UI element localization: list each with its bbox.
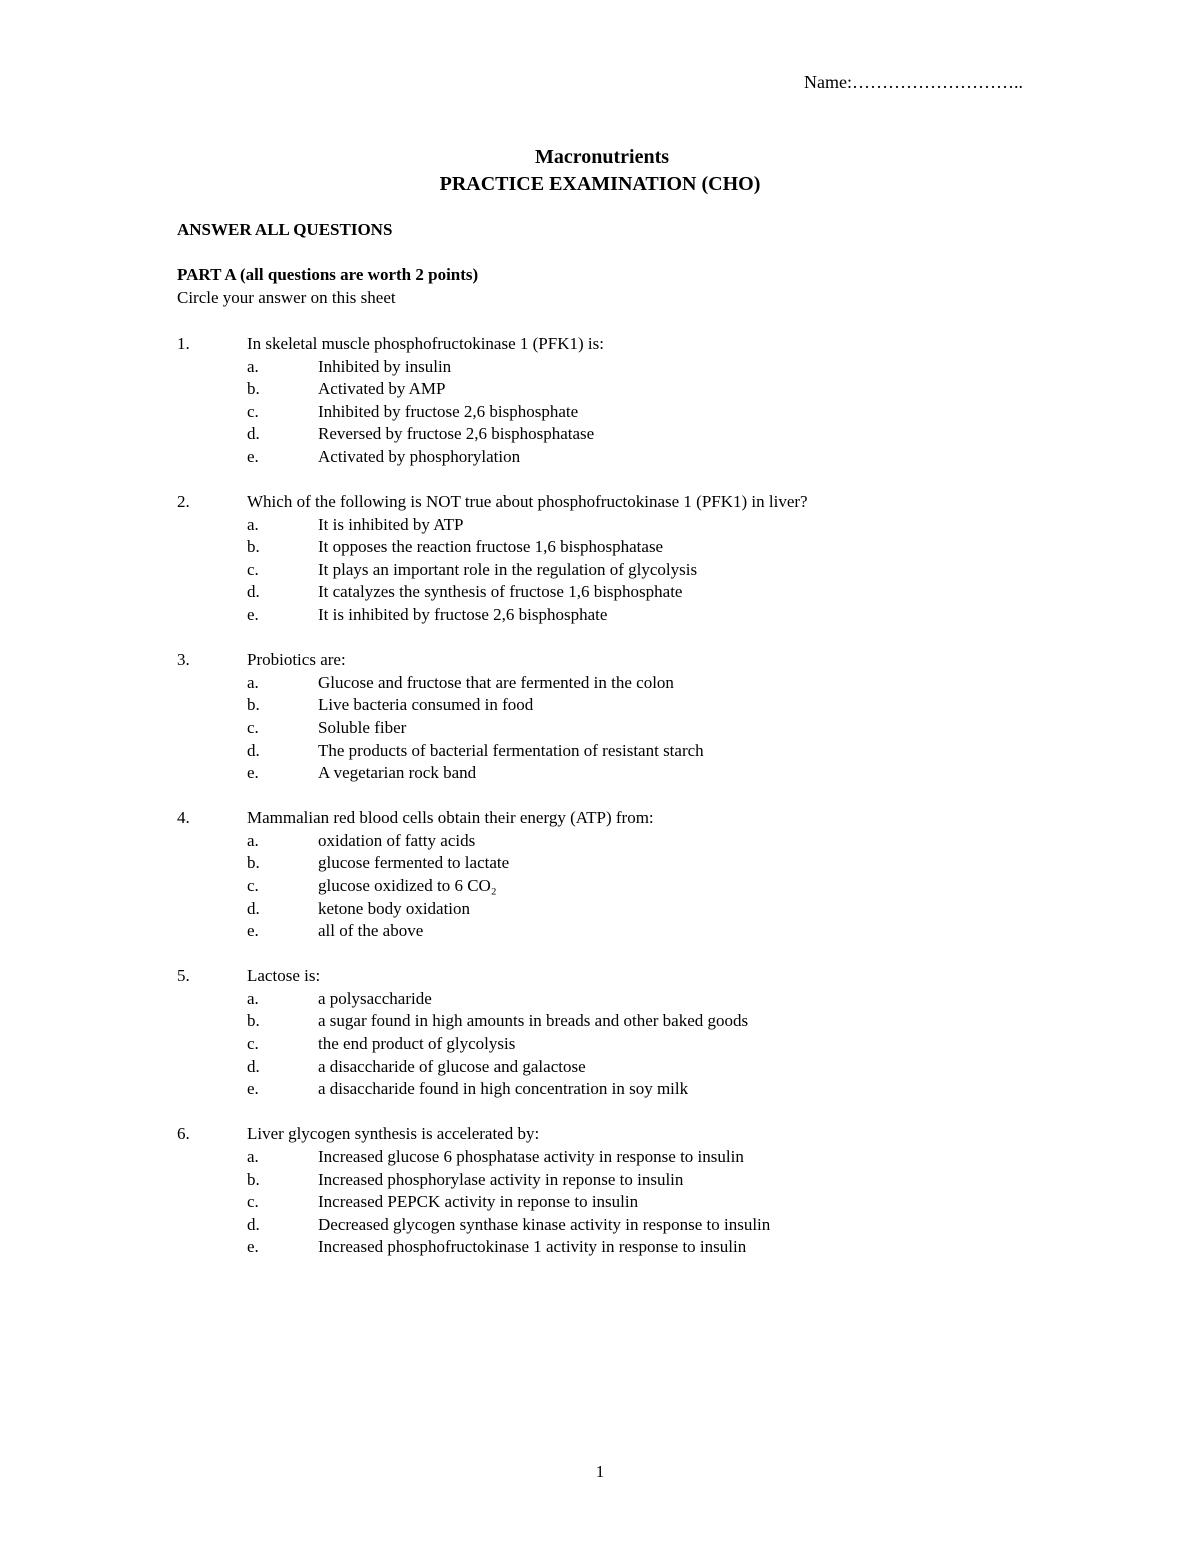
question-number: 3.: [177, 650, 190, 670]
question-item: [177, 649, 1077, 785]
answer-option[interactable]: [177, 1146, 1077, 1169]
answer-option[interactable]: [177, 604, 1077, 627]
option-text: Glucose and fructose that are fermented in the colon: [318, 672, 674, 692]
option-text: It is inhibited by fructose 2,6 bisphosphate: [318, 605, 608, 625]
option-text: Inhibited by fructose 2,6 bisphosphate: [318, 401, 579, 421]
option-letter[interactable]: b.: [247, 695, 260, 715]
option-letter[interactable]: e.: [247, 1237, 259, 1257]
question-stem-row: [177, 649, 1077, 672]
question-item: [177, 1123, 1077, 1259]
option-text: Decreased glycogen synthase kinase activity in response to insulin: [318, 1214, 771, 1234]
option-text: glucose oxidized to 6 CO₂: [318, 875, 497, 895]
option-letter[interactable]: b.: [247, 1169, 260, 1189]
option-text: the end product of glycolysis: [318, 1034, 516, 1054]
option-letter[interactable]: e.: [247, 605, 259, 625]
question-stem: Liver glycogen synthesis is accelerated by:: [247, 1124, 540, 1144]
option-letter[interactable]: a.: [247, 356, 259, 376]
question-stem-row: [177, 965, 1077, 988]
option-letter[interactable]: d.: [247, 424, 260, 444]
option-letter[interactable]: e.: [247, 1079, 259, 1099]
answer-option[interactable]: [177, 356, 1077, 379]
option-letter[interactable]: a.: [247, 988, 259, 1008]
option-text: Reversed by fructose 2,6 bisphosphatase: [318, 424, 595, 444]
question-stem: Probiotics are:: [247, 650, 346, 670]
question-stem-row: [177, 333, 1077, 356]
option-letter[interactable]: e.: [247, 446, 259, 466]
option-text: a disaccharide of glucose and galactose: [318, 1056, 586, 1076]
option-text: It is inhibited by ATP: [318, 514, 464, 534]
option-text: Live bacteria consumed in food: [318, 695, 534, 715]
question-stem-row: [177, 491, 1077, 514]
option-letter[interactable]: d.: [247, 740, 260, 760]
question-stem: Mammalian red blood cells obtain their energy (ATP) from:: [247, 808, 654, 828]
option-letter[interactable]: c.: [247, 1192, 259, 1212]
question-item: [177, 965, 1077, 1101]
name-field-label: Name:………………………..: [804, 72, 1023, 92]
option-text: Increased PEPCK activity in reponse to insulin: [318, 1192, 639, 1212]
option-letter[interactable]: d.: [247, 1214, 260, 1234]
option-text: Activated by phosphorylation: [318, 446, 521, 466]
question-number: 1.: [177, 334, 190, 353]
question-stem: Lactose is:: [247, 966, 321, 986]
option-letter[interactable]: b.: [247, 379, 260, 399]
option-text: It catalyzes the synthesis of fructose 1,6 bisphosphate: [318, 582, 683, 602]
question-number: 5.: [177, 966, 190, 986]
answer-option[interactable]: [177, 694, 1077, 717]
course-title: Macronutrients: [534, 146, 670, 168]
option-letter[interactable]: a.: [247, 672, 259, 692]
option-text: oxidation of fatty acids: [318, 830, 476, 850]
answer-option[interactable]: [177, 1169, 1077, 1192]
option-text: a sugar found in high amounts in breads and other baked goods: [318, 1011, 749, 1031]
option-letter[interactable]: c.: [247, 875, 259, 895]
option-text: glucose fermented to lactate: [318, 853, 510, 873]
option-text: Increased glucose 6 phosphatase activity in response to insulin: [318, 1146, 744, 1166]
document-title: [0, 145, 1200, 199]
answer-option[interactable]: [177, 559, 1077, 582]
answer-all-heading: ANSWER ALL QUESTIONS: [177, 220, 393, 239]
answer-option[interactable]: [177, 740, 1077, 763]
answer-option[interactable]: [177, 762, 1077, 785]
answer-option[interactable]: [177, 446, 1077, 469]
option-letter[interactable]: d.: [247, 1056, 260, 1076]
answer-option[interactable]: [177, 920, 1077, 943]
question-item: [177, 807, 1077, 943]
question-stem-row: [177, 807, 1077, 830]
answer-option[interactable]: [177, 536, 1077, 559]
question-item: [177, 333, 1077, 469]
question-stem: Which of the following is NOT true about phosphofructokinase 1 (PFK1) in liver?: [247, 492, 808, 512]
answer-option[interactable]: [177, 717, 1077, 740]
answer-option[interactable]: [177, 378, 1077, 401]
exam-title: PRACTICE EXAMINATION (CHO): [439, 173, 761, 195]
answer-option[interactable]: [177, 852, 1077, 875]
option-letter[interactable]: d.: [247, 898, 260, 918]
answer-option[interactable]: [177, 875, 1077, 898]
option-text: It plays an important role in the regulation of glycolysis: [318, 559, 698, 579]
answer-option[interactable]: [177, 581, 1077, 604]
answer-option[interactable]: [177, 1033, 1077, 1056]
option-letter[interactable]: b.: [247, 537, 260, 557]
option-text: all of the above: [318, 921, 424, 941]
answer-option[interactable]: [177, 423, 1077, 446]
option-text: a polysaccharide: [318, 988, 432, 1008]
option-letter[interactable]: b.: [247, 853, 260, 873]
option-text: ketone body oxidation: [318, 898, 471, 918]
answer-option[interactable]: [177, 1236, 1077, 1259]
answer-option[interactable]: [177, 1191, 1077, 1214]
answer-option[interactable]: [177, 514, 1077, 537]
option-letter[interactable]: e.: [247, 763, 259, 783]
option-letter[interactable]: c.: [247, 717, 259, 737]
question-number: 6.: [177, 1124, 190, 1144]
option-text: A vegetarian rock band: [318, 763, 477, 783]
questions-list: [177, 333, 1077, 1281]
option-text: Activated by AMP: [318, 379, 446, 399]
option-text: Increased phosphofructokinase 1 activity in response to insulin: [318, 1237, 747, 1257]
option-letter[interactable]: a.: [247, 514, 259, 534]
option-text: a disaccharide found in high concentration in soy milk: [318, 1079, 689, 1099]
answer-option[interactable]: [177, 1214, 1077, 1237]
circle-instruction: Circle your answer on this sheet: [177, 288, 396, 307]
option-letter[interactable]: a.: [247, 830, 259, 850]
option-text: The products of bacterial fermentation of resistant starch: [318, 740, 704, 760]
question-number: 4.: [177, 808, 190, 828]
answer-option[interactable]: [177, 401, 1077, 424]
question-number: 2.: [177, 492, 190, 512]
answer-option[interactable]: [177, 830, 1077, 853]
option-letter[interactable]: e.: [247, 921, 259, 941]
answer-option[interactable]: [177, 898, 1077, 921]
answer-option[interactable]: [177, 1078, 1077, 1101]
option-letter[interactable]: b.: [247, 1011, 260, 1031]
option-text: It opposes the reaction fructose 1,6 bisphosphatase: [318, 537, 664, 557]
option-letter[interactable]: d.: [247, 582, 260, 602]
part-a-heading: PART A (all questions are worth 2 points): [177, 265, 479, 284]
question-item: [177, 491, 1077, 627]
option-text: Increased phosphorylase activity in reponse to insulin: [318, 1169, 684, 1189]
option-letter[interactable]: c.: [247, 559, 259, 579]
option-letter[interactable]: a.: [247, 1146, 259, 1166]
option-letter[interactable]: c.: [247, 401, 259, 421]
answer-option[interactable]: [177, 672, 1077, 695]
question-stem-row: [177, 1123, 1077, 1146]
instructions: [177, 219, 1077, 309]
answer-option[interactable]: [177, 1010, 1077, 1033]
answer-option[interactable]: [177, 1056, 1077, 1079]
option-letter[interactable]: c.: [247, 1034, 259, 1054]
page-number: 1: [595, 1462, 605, 1481]
option-text: Inhibited by insulin: [318, 356, 452, 376]
question-stem: In skeletal muscle phosphofructokinase 1 (PFK1) is:: [247, 334, 604, 353]
answer-option[interactable]: [177, 988, 1077, 1011]
option-text: Soluble fiber: [318, 717, 407, 737]
